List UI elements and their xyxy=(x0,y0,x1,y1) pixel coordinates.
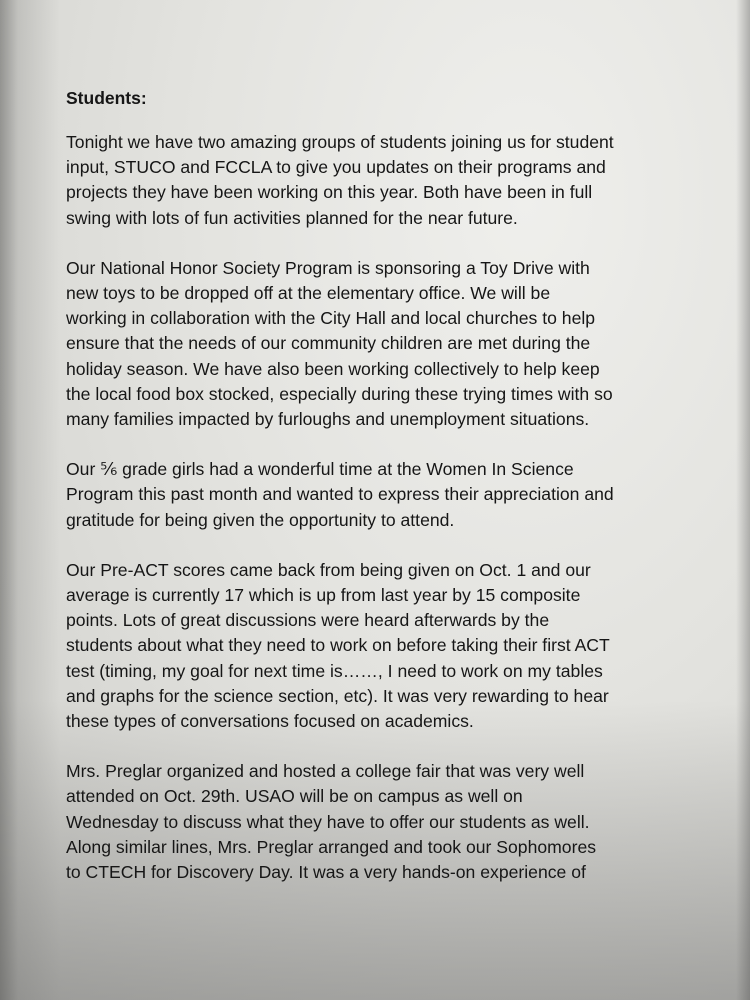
paragraph-student-groups: Tonight we have two amazing groups of students joining us for student input, STUCO and FCCLA to give you updates on their programs and projects they have been working on this year. Both have been in full swing with lots of fun activities planned for the near future. xyxy=(66,132,614,228)
paragraph-pre-act-scores: Our Pre-ACT scores came back from being given on Oct. 1 and our average is currently 17 which is up from last year by 15 composite points. Lots of great discussions were heard afterwards by the students about what they need to work on before taking their first ACT test (timing, my goal for next time is……, I need to work on my tables and graphs for the science section, etc). It was very rewarding to hear these types of conversations focused on academics. xyxy=(66,559,610,732)
document-body xyxy=(66,86,706,910)
page-edge-shadow xyxy=(736,0,750,1000)
paragraph-women-in-science: Our ⅚ grade girls had a wonderful time at the Women In Science Program this past month and wanted to express their appreciation and gratitude for being given the opportunity to attend. xyxy=(66,459,614,530)
section-heading: Students: xyxy=(66,88,147,108)
paragraph-toy-drive: Our National Honor Society Program is sponsoring a Toy Drive with new toys to be dropped off at the elementary office. We will be working in collaboration with the City Hall and local churches to help ensure that the needs of our community children are met during the holiday season. We have also been working collectively to help keep the local food box stocked, especially during these trying times with so many families impacted by furloughs and unemployment situations. xyxy=(66,257,613,430)
paragraph-college-fair: Mrs. Preglar organized and hosted a college fair that was very well attended on Oct. 29th. USAO will be on campus as well on Wednesday to discuss what they have to offer our students as well. Along similar lines, Mrs. Preglar arranged and took our Sophomores to CTECH for Discovery Day. It was a very hands-on experience of xyxy=(66,761,597,883)
